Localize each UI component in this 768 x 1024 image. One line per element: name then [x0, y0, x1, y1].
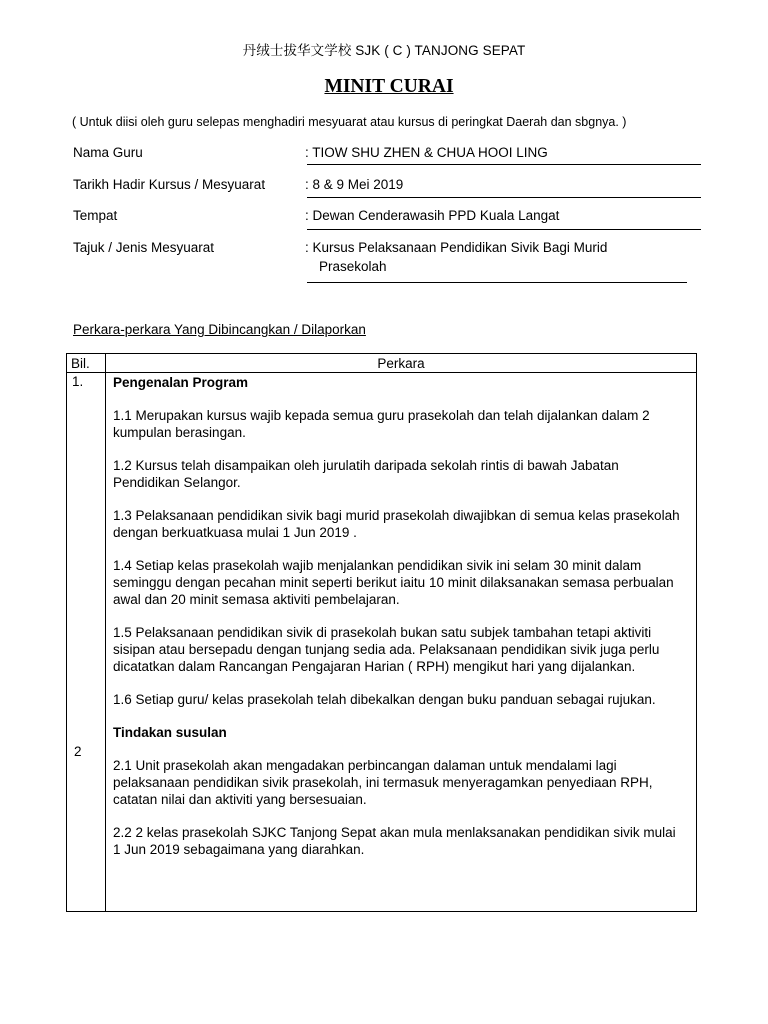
field-label: Tajuk / Jenis Mesyuarat: [73, 240, 215, 255]
instruction-note: ( Untuk diisi oleh guru selepas menghadiri mesyuarat atau kursus di peringkat Daerah dan sbgnya. ): [72, 115, 627, 129]
underline-tempat: [307, 229, 701, 230]
col-header-perkara: Perkara: [106, 354, 697, 373]
bil-number-2: 2: [74, 744, 82, 759]
underline-tarikh: [307, 197, 701, 198]
item-1-2: 1.2 Kursus telah disampaikan oleh jurulatih daripada sekolah rintis di bawah Jabatan Pendidikan Selangor.: [113, 458, 619, 490]
perkara-table: [66, 353, 697, 912]
bil-number-1: 1.: [72, 374, 84, 389]
item-1-1: 1.1 Merupakan kursus wajib kepada semua guru prasekolah dan telah dijalankan dalam 2 kumpulan berasingan.: [113, 408, 650, 440]
table-row: [67, 373, 697, 912]
item-1-6: 1.6 Setiap guru/ kelas prasekolah telah dibekalkan dengan buku panduan sebagai rujukan.: [113, 692, 656, 707]
col-header-bil: Bil.: [67, 354, 106, 373]
bil-cell: [67, 373, 106, 912]
table-header-row: [67, 354, 697, 373]
section-2-heading: Tindakan susulan: [113, 725, 227, 740]
school-name: 丹绒士拔华文学校 SJK ( C ) TANJONG SEPAT: [242, 43, 526, 58]
field-label: Tarikh Hadir Kursus / Mesyuarat: [73, 177, 266, 192]
field-value: : 8 & 9 Mei 2019: [305, 177, 404, 192]
field-value: : Kursus Pelaksanaan Pendidikan Sivik Bagi Murid: [305, 240, 608, 255]
field-label: Tempat: [73, 208, 118, 223]
item-1-3: 1.3 Pelaksanaan pendidikan sivik bagi murid prasekolah diwajibkan di semua kelas prasekolah dengan berkuatkuasa mulai 1 Jun 2019 .: [113, 508, 680, 540]
section-heading: Perkara-perkara Yang Dibincangkan / Dilaporkan: [73, 322, 366, 337]
field-value-continued: Prasekolah: [319, 259, 387, 274]
item-2-2: 2.2 2 kelas prasekolah SJKC Tanjong Sepat akan mula menlaksanakan pendidikan sivik mulai 1 Jun 2019 sebagaimana yang diarahkan.: [113, 825, 676, 857]
item-2-1: 2.1 Unit prasekolah akan mengadakan perbincangan dalaman untuk mendalami lagi pelaksanaan pendidikan sivik prasekolah, ini termasuk menyeragamkan penyediaan RPH, catatan nilai dan aktiviti yang bersesuaian.: [113, 758, 653, 807]
underline-nama-guru: [307, 164, 701, 165]
document-title: MINIT CURAI: [324, 76, 454, 97]
item-1-5: 1.5 Pelaksanaan pendidikan sivik di prasekolah bukan satu subjek tambahan tetapi aktiviti sisipan atau bersepadu dengan tunjang sedia ada. Pelaksanaan pendidikan sivik juga perlu dicatatkan dalam Rancangan Pengajaran Harian ( RPH) mengikut hari yang dijalankan.: [113, 625, 660, 674]
field-label: Nama Guru: [73, 145, 143, 160]
field-value: : Dewan Cenderawasih PPD Kuala Langat: [305, 208, 560, 223]
underline-tajuk: [307, 282, 687, 283]
item-1-4: 1.4 Setiap kelas prasekolah wajib menjalankan pendidikan sivik ini selam 30 minit dalam seminggu dengan pecahan minit seperti berikut iaitu 10 minit dilaksanakan semasa perbualan awal dan 20 minit semasa aktiviti pembelajaran.: [113, 558, 674, 607]
field-value: : TIOW SHU ZHEN & CHUA HOOI LING: [305, 145, 548, 160]
perkara-cell: [106, 373, 697, 912]
section-1-heading: Pengenalan Program: [113, 375, 249, 390]
